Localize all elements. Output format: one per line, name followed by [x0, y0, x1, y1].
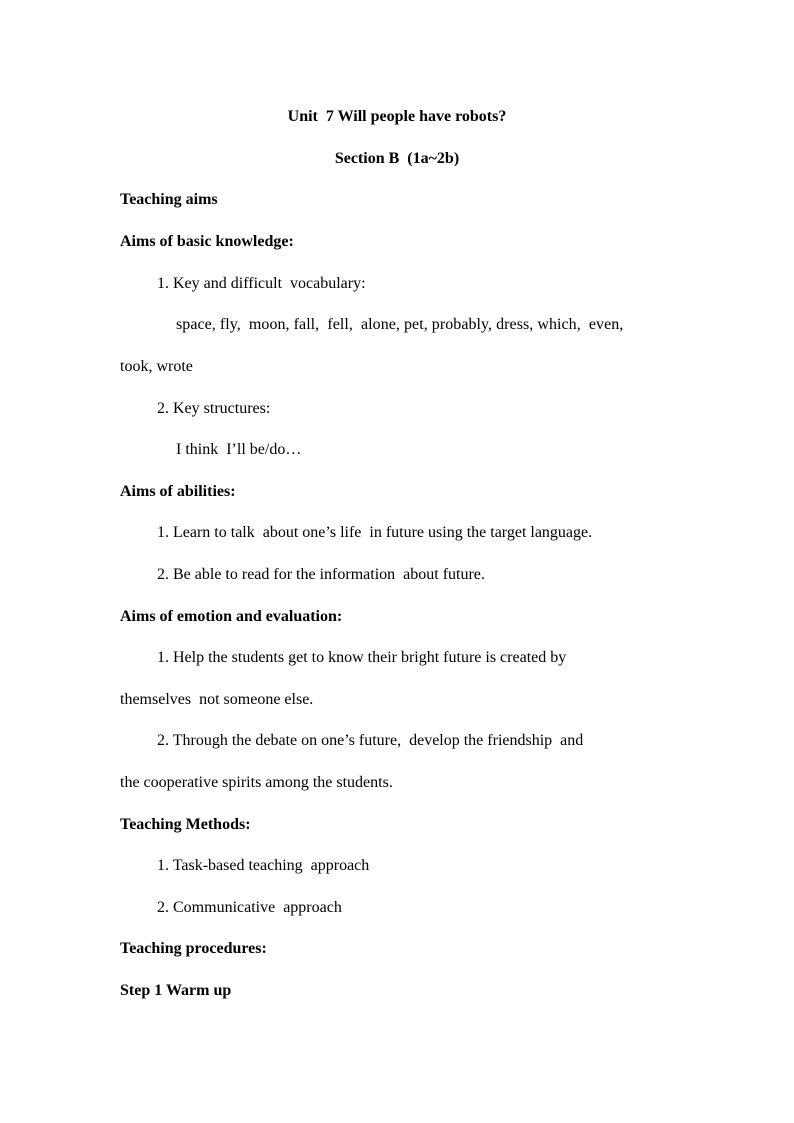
abilities-item: 2. Be able to read for the information about future.	[157, 566, 485, 583]
teaching-aims-heading: Teaching aims	[120, 191, 218, 208]
methods-item: 1. Task-based teaching approach	[157, 857, 370, 874]
emotion-heading: Aims of emotion and evaluation:	[120, 608, 343, 625]
emotion-item: 2. Through the debate on one’s future, develop the friendship and	[157, 732, 584, 749]
procedures-heading: Teaching procedures:	[120, 940, 267, 957]
methods-heading: Teaching Methods:	[120, 816, 251, 833]
key-structure-text: I think I’ll be/do…	[176, 441, 302, 458]
vocabulary-list-line: space, fly, moon, fall, fell, alone, pet, probably, dress, which, even,	[176, 316, 624, 333]
emotion-item-continuation: the cooperative spirits among the students.	[120, 774, 393, 791]
document-title: Unit 7 Will people have robots?	[287, 108, 507, 125]
document-subtitle: Section B (1a~2b)	[334, 150, 460, 167]
basic-knowledge-item-vocabulary: 1. Key and difficult vocabulary:	[157, 275, 366, 292]
emotion-item: 1. Help the students get to know their bright future is created by	[157, 649, 567, 666]
basic-knowledge-heading: Aims of basic knowledge:	[120, 233, 294, 250]
methods-item: 2. Communicative approach	[157, 899, 342, 916]
abilities-item: 1. Learn to talk about one’s life in future using the target language.	[157, 524, 593, 541]
vocabulary-list-continuation: took, wrote	[120, 358, 193, 375]
abilities-heading: Aims of abilities:	[120, 483, 236, 500]
emotion-item-continuation: themselves not someone else.	[120, 691, 314, 708]
step-heading: Step 1 Warm up	[120, 982, 232, 999]
basic-knowledge-item-structures: 2. Key structures:	[157, 400, 271, 417]
